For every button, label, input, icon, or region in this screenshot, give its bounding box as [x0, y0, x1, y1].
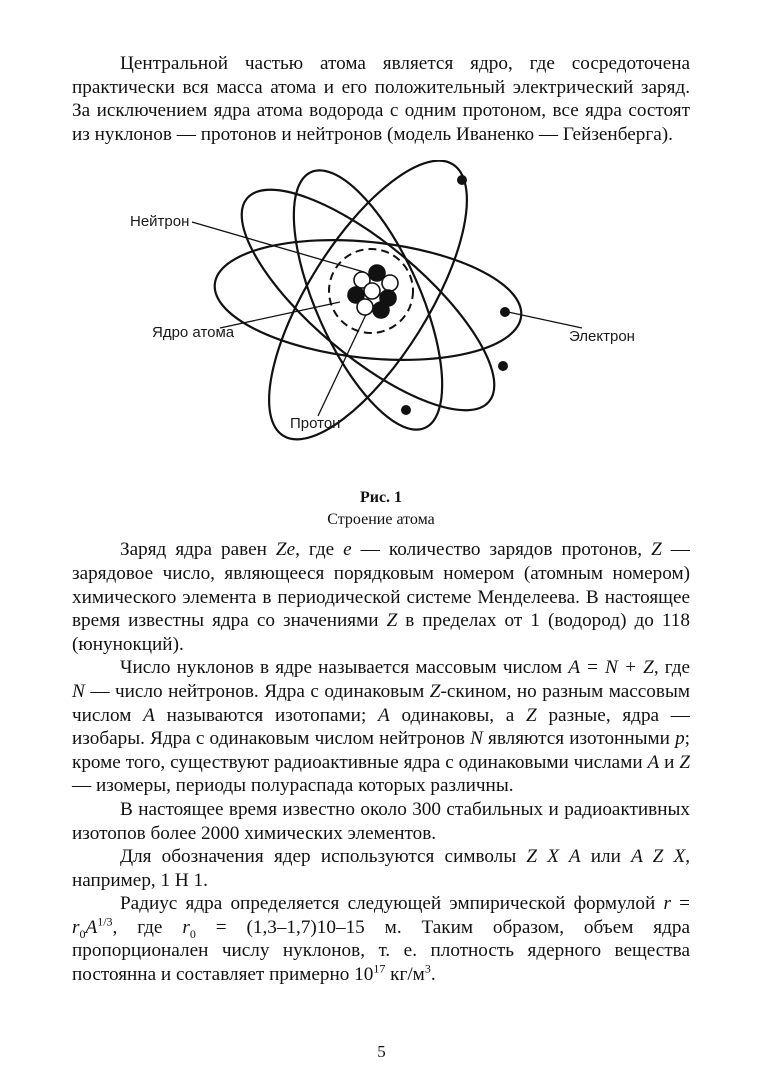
paragraph-symbols: Для обозначения ядер используются символы Z X A или A Z X, например, 1 H 1.: [72, 846, 691, 891]
nucleon: [382, 275, 398, 291]
label-proton: Протон: [290, 415, 341, 433]
figure-caption: [72, 488, 690, 530]
caption-title: Строение атома: [327, 511, 435, 529]
paragraph-isotopes-count: В настоящее время известно около 300 стабильных и радиоактивных изотопов более 2000 химических элементов.: [72, 798, 690, 844]
label-electron: Электрон: [569, 328, 635, 346]
paragraph-radius: Радиус ядра определяется следующей эмпирической формулой $r = r_0A^{1/3}$, где $r_0 = (1,3-1,7)10-15$ м. Таким образом, объем ядра пропорционален числу нуклонов, т. е. плотность ядерного вещества постоянна и составляет примерно $10^{17}$ $кг/м^3$.: [72, 893, 690, 986]
electron-dot: [401, 405, 411, 415]
paragraph-charge: Заряд ядра равен Ze, где e — количество зарядов протонов, Z — зарядовое число, являющееся порядковым номером (атомным номером) химического элемента в периодической системе Менделеева. В настоящее время известны ядра со значениями Z в пределах от 1 (водород) до 118 (юнунокций).: [72, 539, 690, 655]
nucleus: [348, 265, 398, 318]
label-neutron: Нейтрон: [130, 213, 190, 231]
atom-figure: [72, 160, 690, 480]
caption-number: Рис. 1: [359, 489, 403, 507]
nucleon: [357, 299, 373, 315]
electron-dot: [457, 175, 467, 185]
label-nucleus: Ядро атома: [152, 324, 235, 342]
pointer-neutron: [192, 222, 364, 272]
paragraph-mass-number: Число нуклонов в ядре называется массовым числом A = N + Z, где N — число нейтронов. Ядра с одинаковым Z-скином, но разным массовым числом A называются изотопами; A одинаковы, а Z разные, ядра — изобары. Ядра с одинаковым числом нейтронов N являются изотонными p; кроме того, существуют радиоактивные ядра с одинаковыми числами A и Z — изомеры, периоды полураспада которых различны.: [72, 657, 690, 797]
nucleon: [364, 283, 380, 299]
electron-dot: [498, 361, 508, 371]
page-number: 5: [377, 1042, 386, 1061]
electron-dot: [500, 307, 510, 317]
nucleon: [373, 302, 389, 318]
atom-diagram: [72, 160, 690, 480]
intro-paragraph: Центральной частью атома является ядро, где сосредоточена практически вся масса атома и его положительный электрический заряд. За исключением ядра атома водорода с одним протоном, все ядра состоят из нуклонов — протонов и нейтронов (модель Иваненко — Гейзенберга).: [72, 53, 690, 145]
page-content: [72, 52, 690, 987]
